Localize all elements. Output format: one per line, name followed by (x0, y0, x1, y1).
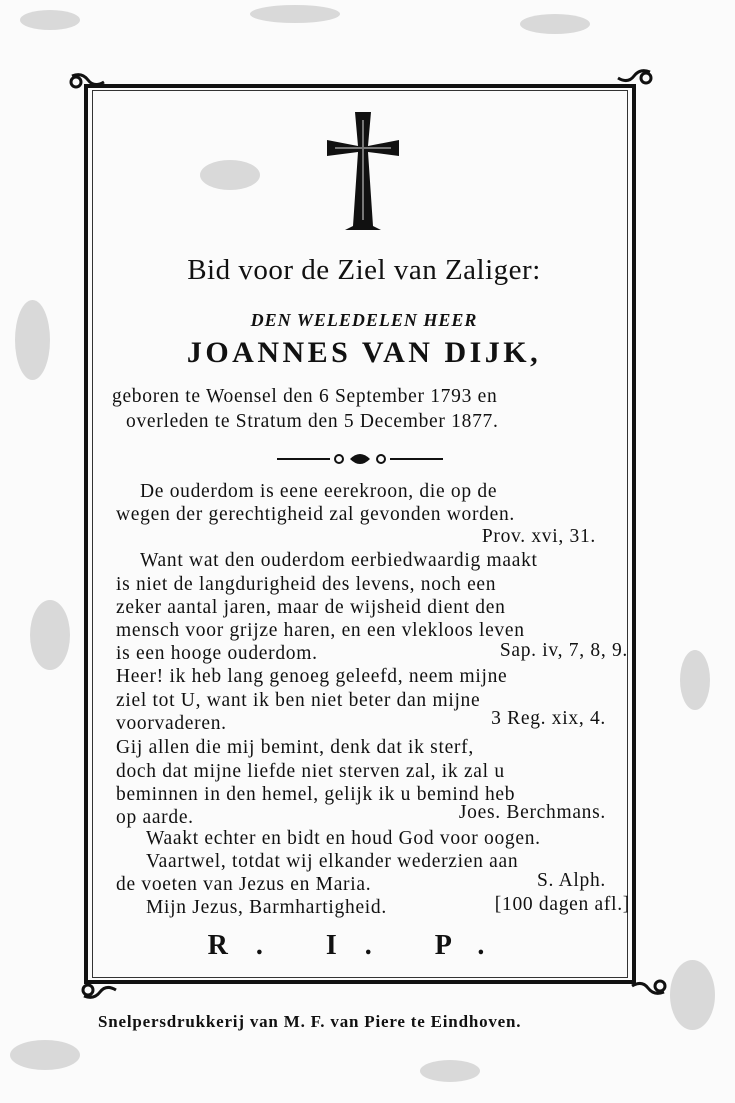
rip-text: R. I. P. (207, 930, 513, 961)
birth-line: geboren te Woensel den 6 September 1793 en (112, 386, 498, 407)
honorific-title: DEN WELEDELEN HEER (250, 310, 478, 330)
verse-reference: S. Alph. (537, 870, 606, 891)
verse-line: op aarde. (116, 807, 194, 828)
verse-line: wegen der gerechtigheid zal gevonden worden. (116, 504, 515, 525)
verse-reference: Prov. xvi, 31. (481, 526, 596, 547)
prayer-heading: Bid voor de Ziel van Zaliger: (187, 254, 541, 286)
verse-line: de voeten van Jezus en Maria. (116, 874, 372, 895)
verse-line: doch dat mijne liefde niet sterven zal, ik zal u (116, 761, 505, 782)
verse-line: Gij allen die mij bemint, denk dat ik sterf, (116, 737, 474, 758)
verse-reference: Sap. iv, 7, 8, 9. (499, 640, 628, 661)
death-line: overleden te Stratum den 5 December 1877. (126, 411, 499, 432)
verse-line: zeker aantal jaren, maar de wijsheid dient den (116, 597, 506, 618)
verse-reference: 3 Reg. xix, 4. (491, 708, 606, 729)
cross-icon (325, 110, 401, 232)
verse-line: is niet de langdurigheid des levens, noch een (116, 574, 497, 595)
verse-line: mensch voor grijze haren, en een vlekloos leven (116, 620, 525, 641)
ornament-divider-icon (275, 449, 445, 469)
verse-line: Mijn Jezus, Barmhartigheid. (146, 897, 387, 918)
verse-line: is een hooge ouderdom. (116, 643, 318, 664)
verse-line: Heer! ik heb lang genoeg geleefd, neem mijne (116, 666, 508, 687)
scroll-corner-icon (68, 70, 108, 100)
verse-reference: Joes. Berchmans. (458, 802, 606, 823)
verse-line: voorvaderen. (116, 713, 227, 734)
verse-line: ziel tot U, want ik ben niet beter dan mijne (116, 690, 481, 711)
scroll-corner-icon (628, 968, 668, 998)
verse-line: Want wat den ouderdom eerbiedwaardig maakt (140, 550, 538, 571)
deceased-name: JOANNES VAN DIJK, (186, 336, 542, 369)
verse-line: Vaartwel, totdat wij elkander wederzien aan (146, 851, 519, 872)
scroll-corner-icon (80, 972, 120, 1002)
verse-line: De ouderdom is eene eerekroon, die op de (140, 481, 498, 502)
printer-credit: Snelpersdrukkerij van M. F. van Piere te Eindhoven. (98, 1012, 522, 1031)
verse-line: Waakt echter en bidt en houd God voor oogen. (146, 828, 541, 849)
verse-line: beminnen in den hemel, gelijk ik u bemind heb (116, 784, 516, 805)
indulgence-note: [100 dagen afl.] (494, 894, 630, 915)
scroll-corner-icon (614, 66, 654, 96)
